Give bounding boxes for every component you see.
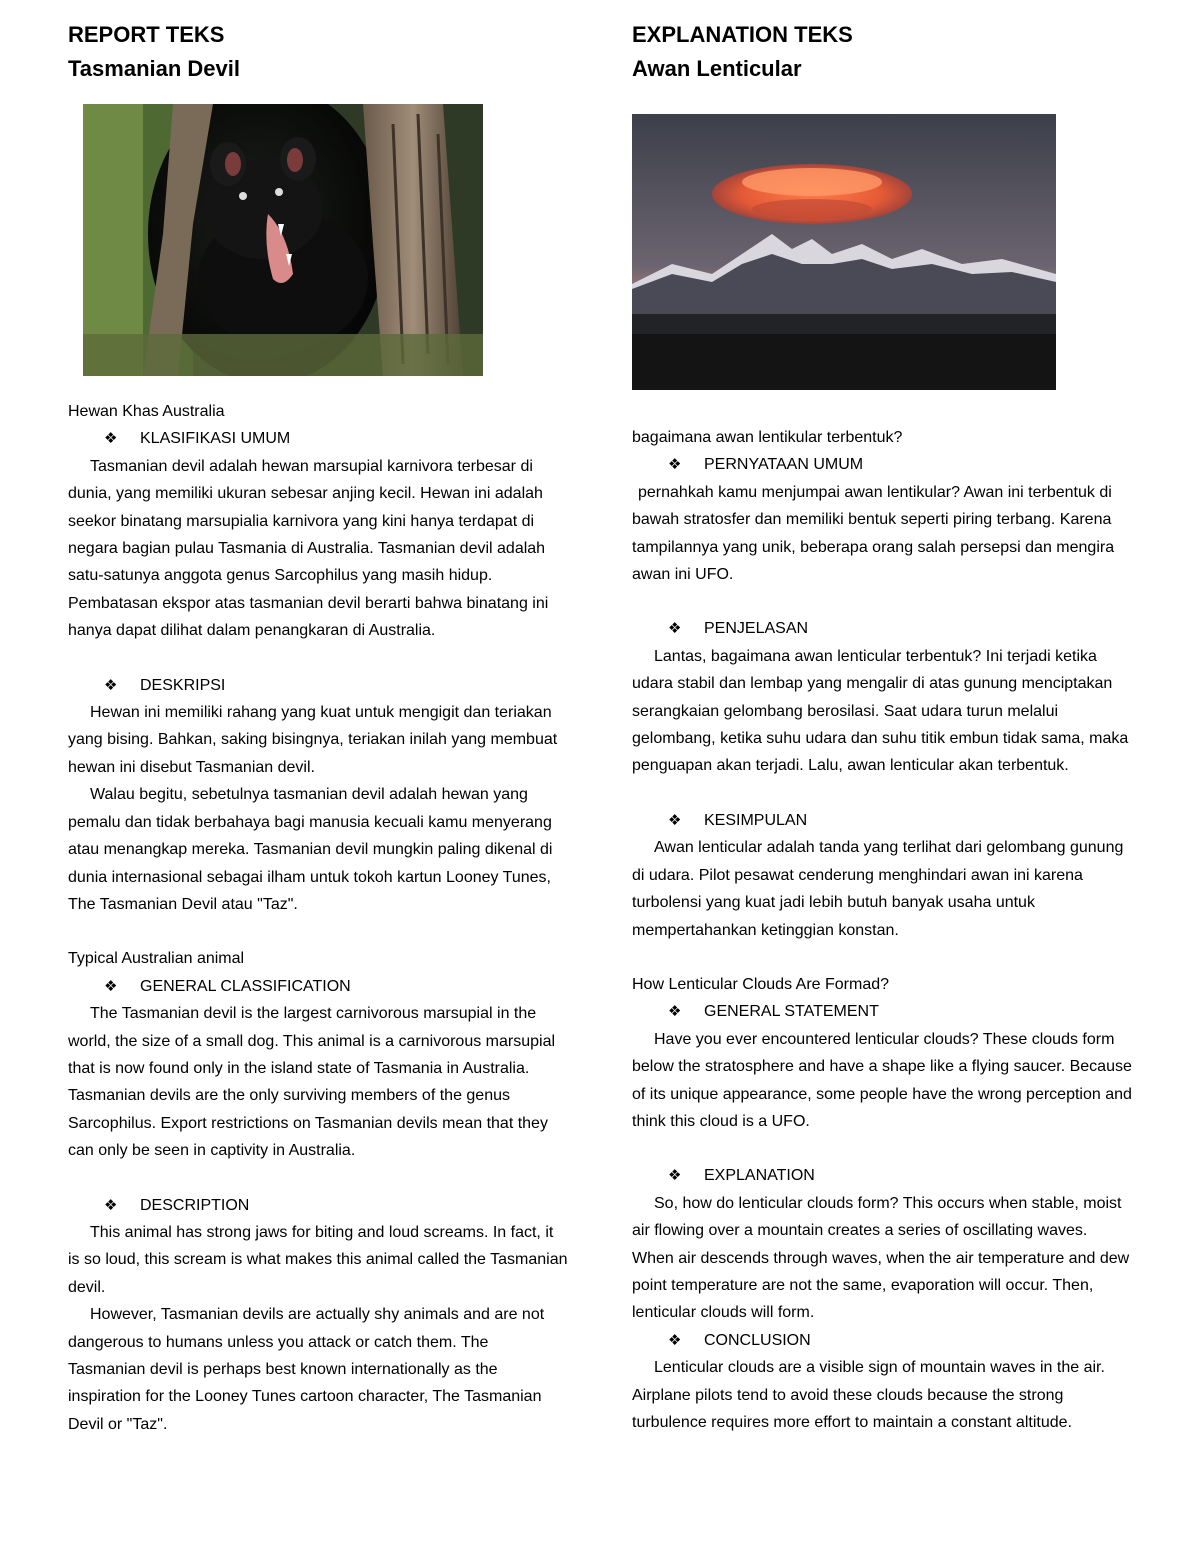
diamond-bullet-icon: ❖ [668,456,682,474]
id-heading-right: bagaimana awan lentikular terbentuk? [632,429,903,446]
diamond-bullet-icon: ❖ [104,430,118,448]
bullet-label: KESIMPULAN [704,811,808,829]
bullet-conclusion [632,1327,1132,1354]
diamond-bullet-icon: ❖ [104,977,118,995]
bullet-label: PENJELASAN [704,620,809,638]
bullet-label: GENERAL CLASSIFICATION [140,977,351,995]
bullet-general-classification [68,973,568,1000]
diamond-bullet-icon: ❖ [104,676,118,694]
paragraph: However, Tasmanian devils are actually shy animals and are not dangerous to humans unless you attack or catch them. The Tasmanian devil is perhaps best known internationally as the inspiration for the Looney Tunes cartoon character, The Tasmanian Devil or "Taz". [68,1306,545,1433]
diamond-bullet-icon: ❖ [668,811,682,829]
bullet-label: CONCLUSION [704,1331,811,1349]
report-subtitle: Tasmanian Devil [68,56,240,81]
bullet-description [68,1192,568,1219]
paragraph: Awan lenticular adalah tanda yang terlihat dari gelombang gunung di udara. Pilot pesawat cenderung menghindari awan ini karena turbolensi yang kuat jadi lebih butuh banyak usaha untuk mempertahankan ketinggian konstan. [632,839,1124,939]
paragraph: So, how do lenticular clouds form? This occurs when stable, moist air flowing over a mountain creates a series of oscillating waves. When air descends through waves, when the air temperature and dew point temperature are not the same, evaporation will occur. Then, lenticular clouds will form. [632,1194,1130,1322]
bullet-label: PERNYATAAN UMUM [704,456,864,474]
paragraph: Lenticular clouds are a visible sign of mountain waves in the air. Airplane pilots tend to avoid these clouds because the strong turbulence requires more effort to maintain a constant altitude. [632,1359,1105,1431]
diamond-bullet-icon: ❖ [668,620,682,638]
paragraph: Tasmanian devil adalah hewan marsupial karnivora terbesar di dunia, yang memiliki ukuran sebesar anjing kecil. Hewan ini adalah seekor binatang marsupialia karnivora yang kini hanya terdapat di negara bagian pulau Tasmania di Australia. Tasmanian devil adalah satu-satunya anggota genus Sarcophilus yang masih hidup. Pembatasan ekspor atas tasmanian devil berarti bahwa binatang ini hanya dapat dilihat dalam penangkaran di Australia. [68,457,549,640]
diamond-bullet-icon: ❖ [104,1196,118,1214]
paragraph: Have you ever encountered lenticular clouds? These clouds form below the stratosphere and have a shape like a flying saucer. Because of its unique appearance, some people have the wrong perception and think this cloud is a UFO. [632,1030,1132,1130]
bullet-penjelasan [632,615,1132,642]
bullet-general-statement [632,998,1132,1025]
report-title: REPORT TEKS [68,22,225,47]
bullet-label: EXPLANATION [704,1167,815,1185]
bullet-explanation [632,1162,1132,1189]
paragraph: This animal has strong jaws for biting and loud screams. In fact, it is so loud, this scream is what makes this animal called the Tasmanian devil. [68,1223,568,1296]
diamond-bullet-icon: ❖ [668,1167,682,1185]
tasmanian-devil-photo [83,104,483,376]
bullet-deskripsi [68,672,568,699]
paragraph: Walau begitu, sebetulnya tasmanian devil adalah hewan yang pemalu dan tidak berbahaya bagi manusia kecuali kamu menyerang atau menangkap mereka. Tasmanian devil mungkin paling dikenal di dunia internasional sebagai ilham untuk tokoh kartun Looney Tunes, The Tasmanian Devil atau "Taz". [68,786,553,913]
bullet-kesimpulan [632,807,1132,834]
diamond-bullet-icon: ❖ [668,1003,682,1021]
id-heading-left: Hewan Khas Australia [68,403,225,420]
bullet-label: DESCRIPTION [140,1196,250,1214]
bullet-label: KLASIFIKASI UMUM [140,430,291,448]
explanation-title: EXPLANATION TEKS [632,22,853,47]
en-heading-left: Typical Australian animal [68,950,245,968]
left-column [68,18,568,1438]
paragraph: Hewan ini memiliki rahang yang kuat untuk mengigit dan teriakan yang bising. Bahkan, saking bisingnya, teriakan inilah yang membuat hewan ini disebut Tasmanian devil. [68,704,558,776]
right-column [632,18,1132,1436]
bullet-label: GENERAL STATEMENT [704,1003,879,1021]
paragraph: pernahkah kamu menjumpai awan lentikular? Awan ini terbentuk di bawah stratosfer dan memiliki bentuk seperti piring terbang. Karena tampilannya yang unik, beberapa orang salah persepsi dan mengira awan ini UFO. [632,483,1115,584]
explanation-subtitle: Awan Lenticular [632,56,802,81]
lenticular-cloud-photo [632,114,1056,390]
bullet-pernyataan-umum [632,451,1132,478]
bullet-klasifikasi-umum [68,425,568,452]
paragraph: Lantas, bagaimana awan lenticular terbentuk? Ini terjadi ketika udara stabil dan lembap yang mengalir di atas gunung menciptakan serangkaian gelombang berosilasi. Saat udara turun melalui gelombang, ketika suhu udara dan suhu titik embun tidak sama, maka penguapan akan terjadi. Lalu, awan lenticular akan terbentuk. [632,647,1129,775]
en-heading-right: How Lenticular Clouds Are Formad? [632,975,890,993]
diamond-bullet-icon: ❖ [668,1331,682,1349]
paragraph: The Tasmanian devil is the largest carnivorous marsupial in the world, the size of a small dog. This animal is a carnivorous marsupial that is now found only in the island state of Tasmania in Australia. Tasmanian devils are the only surviving members of the genus Sarcophilus. Export restrictions on Tasmanian devils mean that they can only be seen in captivity in Australia. [68,1005,556,1160]
bullet-label: DESKRIPSI [140,676,226,694]
